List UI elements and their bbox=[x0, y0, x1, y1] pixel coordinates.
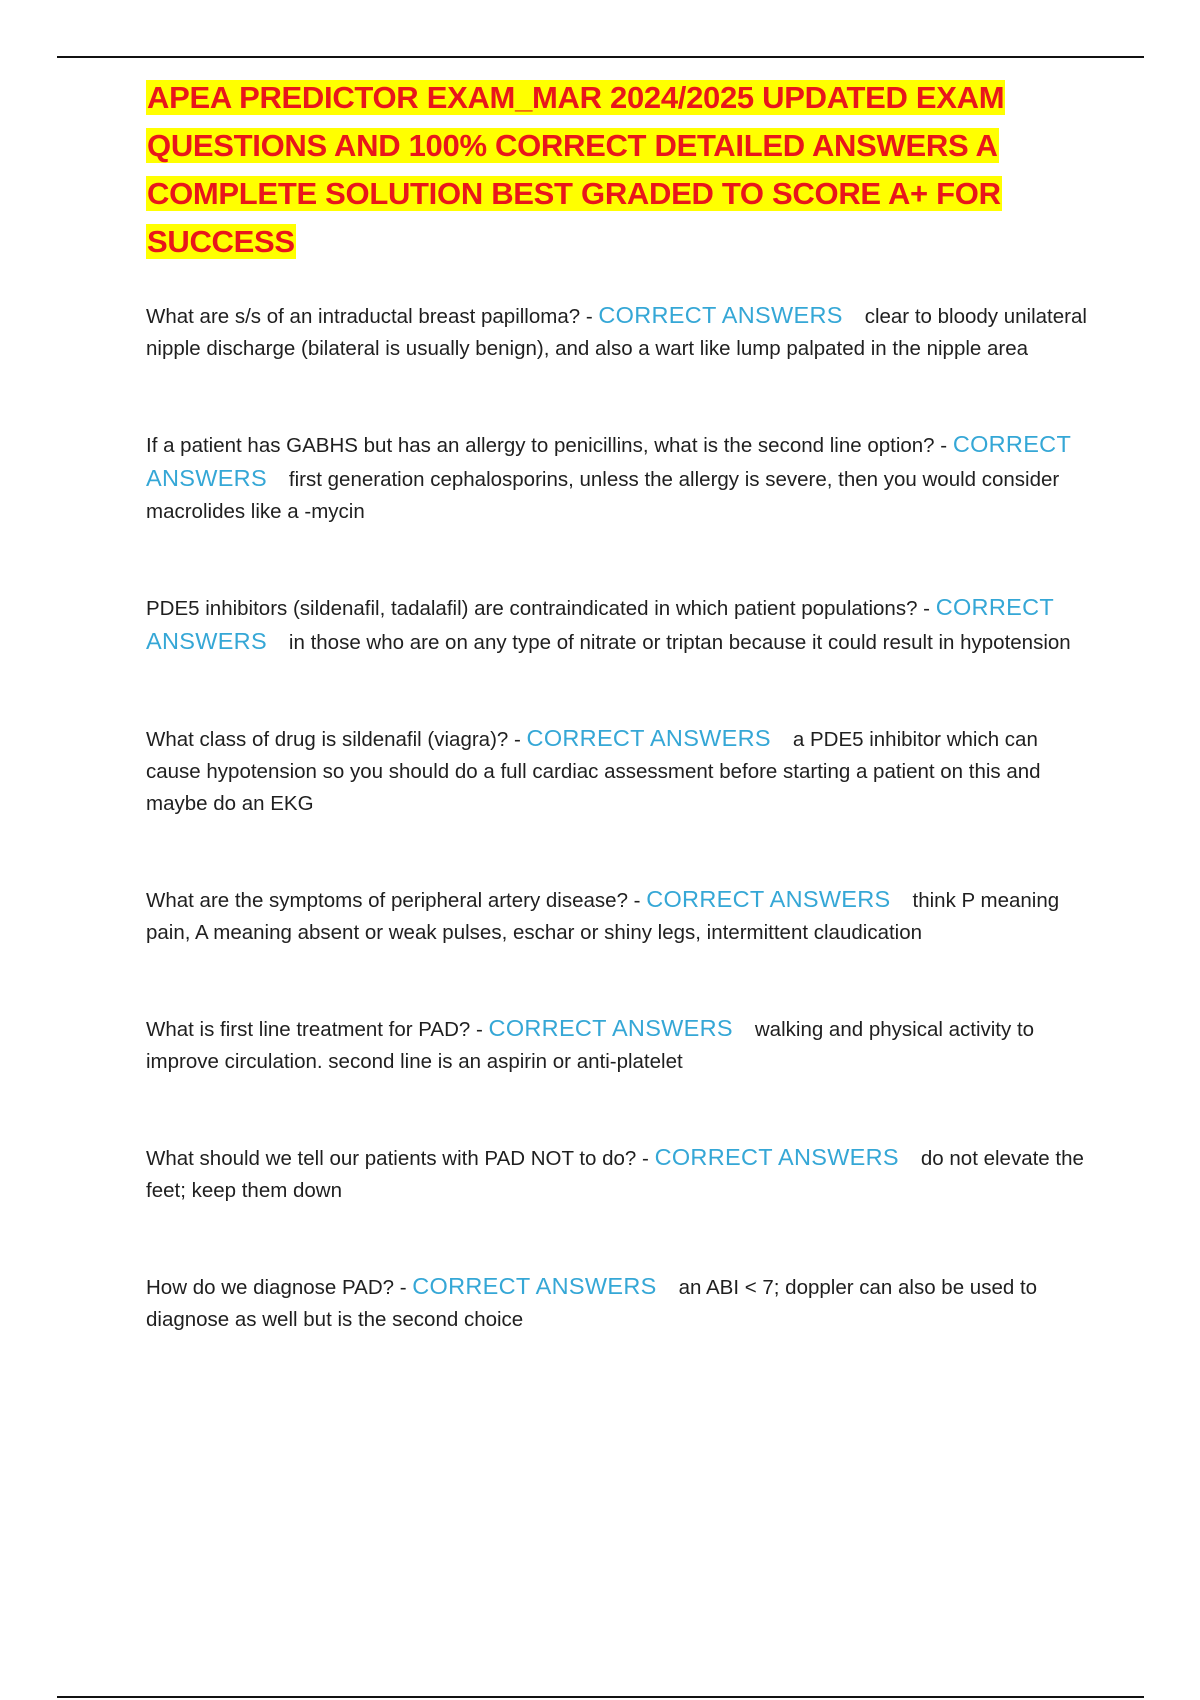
answer-marker: CORRECT ANSWERS bbox=[488, 1015, 733, 1041]
answer-text: clear to bloody unilateral nipple discharge (bilateral is usually benign), and also a wart like lump palpated in the nipple area bbox=[146, 305, 1087, 360]
qa-item-7 bbox=[146, 1141, 1096, 1207]
answer-text: do not elevate the feet; keep them down bbox=[146, 1147, 1084, 1202]
document-title bbox=[146, 74, 1096, 266]
question-text: What class of drug is sildenafil (viagra)? - bbox=[146, 728, 521, 751]
question-text: If a patient has GABHS but has an allergy to penicillins, what is the second line option? - bbox=[146, 434, 948, 457]
answer-text: a PDE5 inhibitor which can cause hypotension so you should do a full cardiac assessment before starting a patient on this and maybe do an EKG bbox=[146, 728, 1041, 815]
answer-text: an ABI < 7; doppler can also be used to diagnose as well but is the second choice bbox=[146, 1276, 1038, 1331]
answer-marker: CORRECT ANSWERS bbox=[412, 1273, 657, 1299]
qa-item-3 bbox=[146, 591, 1096, 659]
question-text: What are s/s of an intraductal breast papilloma? - bbox=[146, 305, 593, 328]
answer-marker: CORRECT ANSWERS bbox=[146, 431, 1071, 491]
qa-item-8 bbox=[146, 1270, 1096, 1336]
question-text: What should we tell our patients with PAD NOT to do? - bbox=[146, 1147, 649, 1170]
document-body bbox=[146, 74, 1096, 1336]
bottom-rule bbox=[57, 1696, 1144, 1698]
answer-marker: CORRECT ANSWERS bbox=[146, 594, 1054, 654]
answer-marker: CORRECT ANSWERS bbox=[526, 725, 771, 751]
top-rule bbox=[57, 56, 1144, 58]
answer-text: first generation cephalosporins, unless the allergy is severe, then you would consider macrolides like a -mycin bbox=[146, 468, 1060, 523]
question-text: How do we diagnose PAD? - bbox=[146, 1276, 407, 1299]
answer-text: think P meaning pain, A meaning absent or weak pulses, eschar or shiny legs, intermittent claudication bbox=[146, 889, 1060, 944]
qa-item-4 bbox=[146, 722, 1096, 820]
answer-marker: CORRECT ANSWERS bbox=[598, 302, 843, 328]
answer-marker: CORRECT ANSWERS bbox=[654, 1144, 899, 1170]
answer-text: in those who are on any type of nitrate or triptan because it could result in hypotension bbox=[288, 631, 1071, 654]
qa-item-5 bbox=[146, 883, 1096, 949]
document-title-text: APEA PREDICTOR EXAM_MAR 2024/2025 UPDATED EXAM QUESTIONS AND 100% CORRECT DETAILED ANSWERS A COMPLETE SOLUTION BEST GRADED TO SCORE A+ FOR SUCCESS bbox=[147, 80, 1005, 259]
qa-item-6 bbox=[146, 1012, 1096, 1078]
question-text: What are the symptoms of peripheral artery disease? - bbox=[146, 889, 641, 912]
answer-text: walking and physical activity to improve circulation. second line is an aspirin or anti-platelet bbox=[146, 1018, 1035, 1073]
qa-item-2 bbox=[146, 428, 1096, 528]
answer-marker: CORRECT ANSWERS bbox=[646, 886, 891, 912]
question-text: PDE5 inhibitors (sildenafil, tadalafil) are contraindicated in which patient populations? - bbox=[146, 597, 930, 620]
qa-item-1 bbox=[146, 299, 1096, 365]
question-text: What is first line treatment for PAD? - bbox=[146, 1018, 483, 1041]
